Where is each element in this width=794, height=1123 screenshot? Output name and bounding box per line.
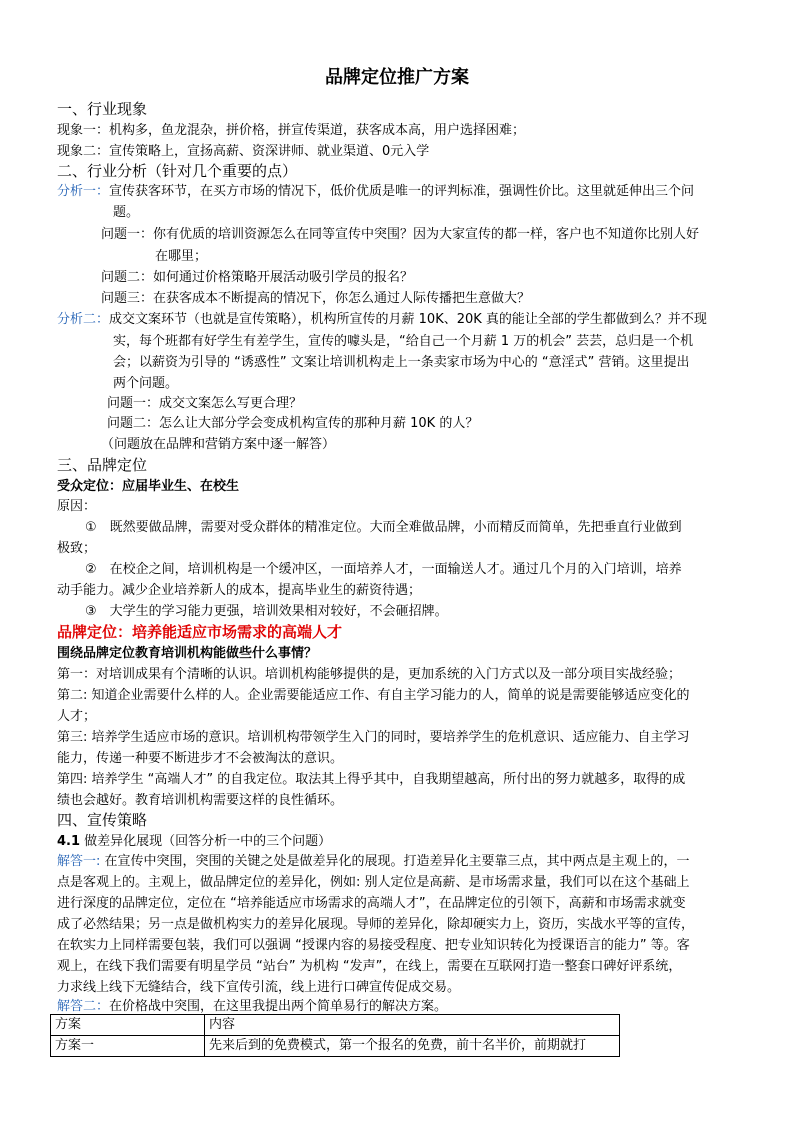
answer-2-label: 解答二： bbox=[57, 999, 110, 1014]
point-2-line-1: 第二: 知道企业需要什么样的人。企业需要能适应工作、有自主学习能力的人，简单的说是需要能够适应变化的 bbox=[57, 688, 690, 703]
table-header-plan: 方案 bbox=[51, 1015, 205, 1036]
document-title: 品牌定位推广方案 bbox=[325, 67, 469, 88]
analysis-2-note: （问题放在品牌和营销方案中逐一解答） bbox=[101, 437, 336, 452]
answer-1-line-5: 在软实力上同样需要包装，我们可以强调 “授课内容的易接受程度、把专业知识转化为授课语言的能力” 等。客 bbox=[57, 938, 690, 953]
analysis-2-line-1 bbox=[57, 309, 747, 330]
analysis-2-question-2: 问题二：怎么让大部分学会变成机构宣传的那种月薪 10K 的人？ bbox=[107, 416, 479, 431]
reason-label: 原因： bbox=[57, 499, 97, 514]
analysis-2-text: 成交文案环节（也就是宣传策略），机构所宣传的月薪 10K、20K 真的能让全部的学生都做到么？并不现 bbox=[109, 312, 707, 327]
table-header-row bbox=[51, 1015, 620, 1036]
reason-2-line-1: ② 在校企之间，培训机构是一个缓冲区，一面培养人才，一面输送人才。通过几个月的入门培训，培养 bbox=[85, 562, 682, 577]
analysis-2-line-2: 实，每个班都有好学生有差学生，宣传的噱头是，“给自己一个月薪 1 万的机会” 芸芸，总归是一个机 bbox=[113, 334, 694, 349]
section-4-heading: 四、宣传策略 bbox=[57, 811, 148, 829]
section-3-heading: 三、品牌定位 bbox=[57, 456, 148, 474]
analysis-1-text: 宣传获客环节，在买方市场的情况下，低价优质是唯一的评判标准，强调性价比。这里就延伸出三个问 bbox=[109, 184, 695, 199]
point-4-line-2: 绩也会越好。教育培训机构需要这样的良性循环。 bbox=[57, 793, 344, 808]
reason-1-line-1: ① 既然要做品牌，需要对受众群体的精准定位。大而全难做品牌，小而精反而简单，先把垂直行业做到 bbox=[85, 520, 682, 535]
subsection-4-1-number: 4.1 bbox=[57, 834, 81, 849]
analysis-1-question-1-line-2: 在哪里； bbox=[155, 249, 208, 264]
analysis-1-label: 分析一： bbox=[57, 184, 110, 199]
point-3-line-1: 第三: 培养学生适应市场的意识。培训机构带领学生入门的同时，要培养学生的危机意识、适应能力、自主学习 bbox=[57, 730, 690, 745]
answer-1-line-6: 观上，在线下我们需要有明星学员 “站台” 为机构 “发声”，在线上，需要在互联网打造一整套口碑好评系统， bbox=[57, 959, 682, 974]
reason-1-line-2: 极致； bbox=[57, 541, 97, 556]
point-4-line-1: 第四: 培养学生 “高端人才” 的自我定位。取法其上得乎其中，自我期望越高，所付出的努力就越多，取得的成 bbox=[57, 772, 686, 787]
audience-position: 受众定位：应届毕业生、在校生 bbox=[57, 479, 240, 494]
analysis-2-label: 分析二： bbox=[57, 312, 110, 327]
table-row bbox=[51, 1036, 620, 1057]
analysis-1-question-1-line-1: 问题一：你有优质的培训资源怎么在同等宣传中突围？因为大家宣传的都一样，客户也不知道你比别人好 bbox=[101, 227, 700, 242]
answer-1-line-4: 成了必然结果；另一点是做机构实力的差异化展现。导师的差异化，除却硬实力上，资历，实战水平等的宣传， bbox=[57, 917, 695, 932]
analysis-1-question-3: 问题三：在获客成本不断提高的情况下，你怎么通过人际传播把生意做大？ bbox=[101, 291, 531, 306]
answer-1-line-7: 力求线上线下无缝结合，线下宣传引流，线上进行口碑宣传促成交易。 bbox=[57, 980, 461, 995]
answer-1-text: 在宣传中突围，突围的关键之处是做差异化的展现。打造差异化主要靠三点，其中两点是主观上的，一 bbox=[100, 854, 690, 869]
section-2-heading: 二、行业分析（针对几个重要的点） bbox=[57, 162, 298, 180]
phenomenon-2: 现象二：宣传策略上，宣扬高薪、资深讲师、就业渠道、0元入学 bbox=[57, 144, 430, 159]
phenomenon-1: 现象一：机构多，鱼龙混杂，拼价格，拼宣传渠道，获客成本高，用户选择困难； bbox=[57, 123, 526, 138]
reason-3: ③ 大学生的学习能力更强，培训效果相对较好，不会砸招牌。 bbox=[85, 604, 448, 619]
table-header-content: 内容 bbox=[205, 1015, 620, 1036]
analysis-1-line-1 bbox=[57, 181, 747, 202]
around-brand-title: 围绕品牌定位教育培训机构能做些什么事情？ bbox=[57, 646, 318, 661]
point-3-line-2: 能力，传递一种要不断进步才不会被淘汰的意识。 bbox=[57, 751, 344, 766]
subsection-4-1 bbox=[57, 831, 747, 852]
analysis-1-question-2: 问题二：如何通过价格策略开展活动吸引学员的报名？ bbox=[101, 270, 414, 285]
answer-2-text: 在价格战中突围，在这里我提出两个简单易行的解决方案。 bbox=[109, 999, 448, 1014]
point-2-line-2: 人才； bbox=[57, 709, 97, 724]
subsection-4-1-text: 做差异化展现（回答分析一中的三个问题） bbox=[80, 834, 332, 849]
answer-1-line-3: 进行深度的品牌定位，定位在 “培养能适应市场需求的高端人才”，在品牌定位的引领下，高薪和市场需求就变 bbox=[57, 896, 686, 911]
answer-1-line-2: 点是客观上的。主观上，做品牌定位的差异化，例如: 别人定位是高薪、是市场需求量，我们可以在这个基础上 bbox=[57, 875, 690, 890]
table-cell-content: 先来后到的免费模式，第一个报名的免费，前十名半价，前期就打 bbox=[205, 1036, 620, 1057]
brand-positioning: 品牌定位：培养能适应市场需求的高端人才 bbox=[57, 623, 343, 641]
plan-table bbox=[50, 1014, 620, 1057]
answer-1-label: 解答一: bbox=[57, 854, 101, 869]
analysis-1-line-2: 题。 bbox=[113, 205, 140, 220]
analysis-2-question-1: 问题一：成交文案怎么写更合理？ bbox=[107, 396, 303, 411]
analysis-2-line-3: 会；以薪资为引导的 “诱惑性” 文案让培训机构走上一条卖家市场为中心的 “意淫式” 营销。这里提出 bbox=[113, 355, 690, 370]
table-cell-plan: 方案一 bbox=[51, 1036, 205, 1057]
section-1-heading: 一、行业现象 bbox=[57, 100, 148, 118]
answer-1-line-1 bbox=[57, 851, 747, 872]
reason-2-line-2: 动手能力。减少企业培养新人的成本，提高毕业生的薪资待遇； bbox=[57, 583, 422, 598]
analysis-2-line-4: 两个问题。 bbox=[113, 376, 179, 391]
point-1: 第一：对培训成果有个清晰的认识。培训机构能够提供的是，更加系统的入门方式以及一部分项目实战经验； bbox=[57, 667, 682, 682]
